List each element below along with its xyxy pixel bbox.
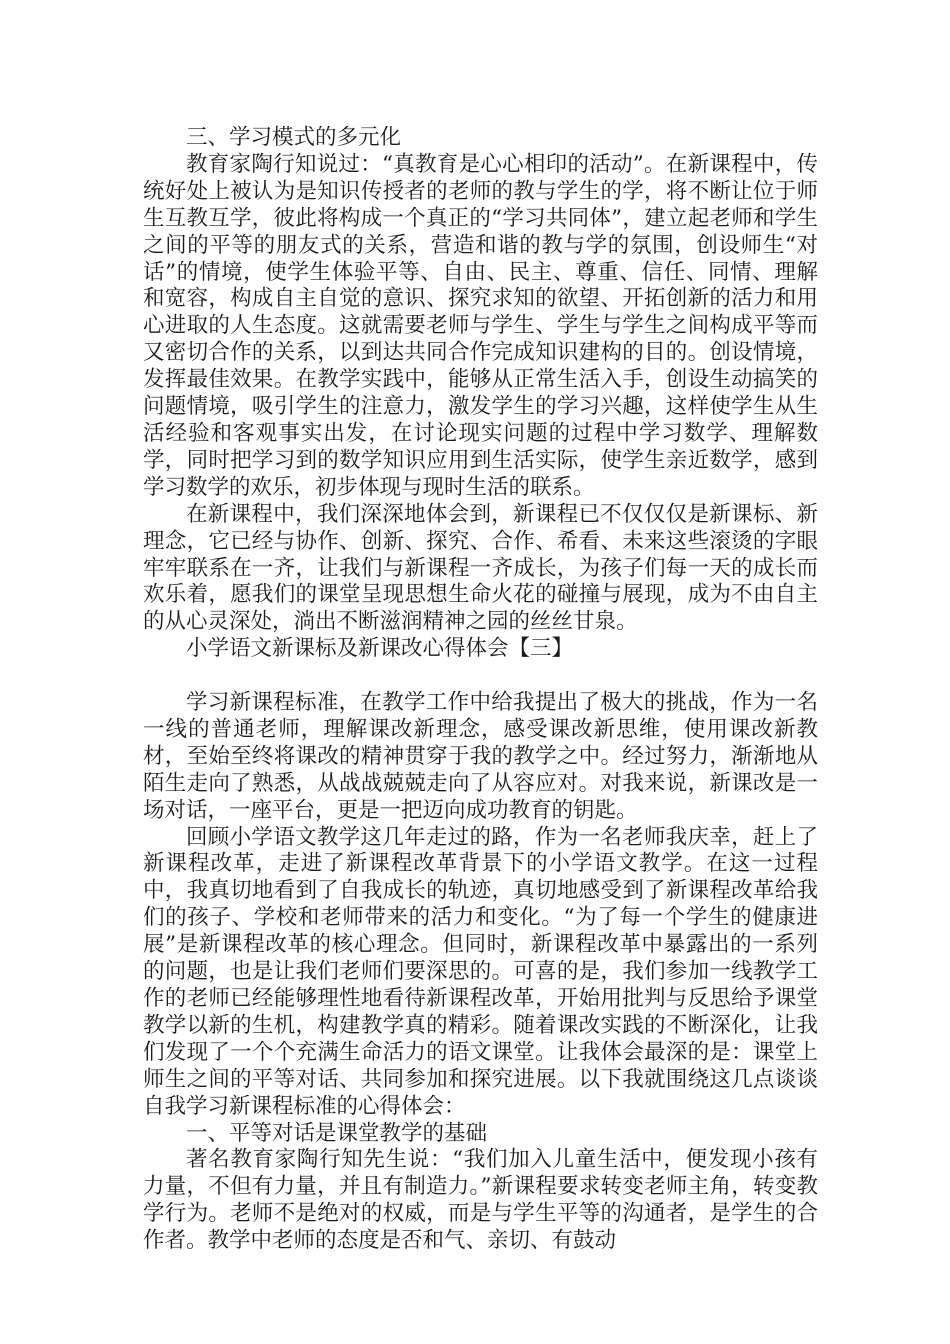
paragraph-3: 学习新课程标准，在教学工作中给我提出了极大的挑战，作为一名一线的普通老师，理解课改新理念，感受课改新思维，使用课改新教材，至始至终将课改的精神贯穿于我的教学之中。经过努力，渐渐地从陌生走向了熟悉，从战战兢兢走向了从容应对。对我来说，新课改是一场对话，一座平台，更是一把迈向成功教育的钥匙。	[143, 690, 818, 823]
paragraph-2: 在新课程中，我们深深地体会到，新课程已不仅仅仅是新课标、新理念，它已经与协作、创新、探究、合作、希看、未来这些滚烫的字眼牢牢联系在一齐，让我们与新课程一齐成长，为孩子们每一天的成长而欢乐着，愿我们的课堂呈现思想生命火花的碰撞与展现，成为不由自主的从心灵深处，淌出不断滋润精神之园的丝丝甘泉。	[143, 501, 818, 635]
document-page	[143, 125, 818, 1255]
section-heading-3: 三、学习模式的多元化	[186, 125, 402, 150]
blank-line	[143, 663, 818, 690]
paragraph-4: 回顾小学语文教学这几年走过的路，作为一名老师我庆幸，赶上了新课程改革，走进了新课程改革背景下的小学语文教学。在这一过程中，我真切地看到了自我成长的轨迹，真切地感受到了新课程改革给我们的孩子、学校和老师带来的活力和变化。“为了每一个学生的健康进展”是新课程改革的核心理念。但同时，新课程改革中暴露出的一系列的问题，也是让我们老师们要深思的。可喜的是，我们参加一线教学工作的老师已经能够理性地看待新课程改革，开始用批判与反思给予课堂教学以新的生机，构建教学真的精彩。随着课改实践的不断深化，让我们发现了一个个充满生命活力的语文课堂。让我体会最深的是：课堂上师生之间的平等对话、共同参加和探究进展。以下我就围绕这几点谈谈自我学习新课程标准的心得体会：	[143, 824, 818, 1119]
paragraph-5: 著名教育家陶行知先生说：“我们加入儿童生活中，便发现小孩有力量，不但有力量，并且有制造力。”新课程要求转变老师主角，转变教学行为。老师不是绝对的权威，而是与学生平等的沟通者，是学生的合作者。教学中老师的态度是否和气、亲切、有鼓动	[143, 1147, 818, 1254]
article-title: 小学语文新课标及新课改心得体会【三】	[186, 636, 574, 662]
section-heading-1: 一、平等对话是课堂教学的基础	[186, 1120, 488, 1146]
paragraph-1: 教育家陶行知说过：“真教育是心心相印的活动”。在新课程中，传统好处上被认为是知识传授者的老师的教与学生的学，将不断让位于师生互教互学，彼此将构成一个真正的“学习共同体”，建立起老师和学生之间的平等的朋友式的关系，营造和谐的教与学的氛围，创设师生“对话”的情境，使学生体验平等、自由、民主、尊重、信任、同情、理解和宽容，构成自主自觉的意识、探究求知的欲望、开拓创新的活力和用心进取的人生态度。这就需要老师与学生、学生与学生之间构成平等而又密切合作的关系，以到达共同合作完成知识建构的目的。创设情境，发挥最佳效果。在教学实践中，能够从正常生活入手，创设生动搞笑的问题情境，吸引学生的注意力，激发学生的学习兴趣，这样使学生从生活经验和客观事实出发，在讨论现实问题的过程中学习数学、理解数学，同时把学习到的数学知识应用到生活实际，使学生亲近数学，感到学习数学的欢乐，初步体现与现时生活的联系。	[143, 151, 818, 500]
